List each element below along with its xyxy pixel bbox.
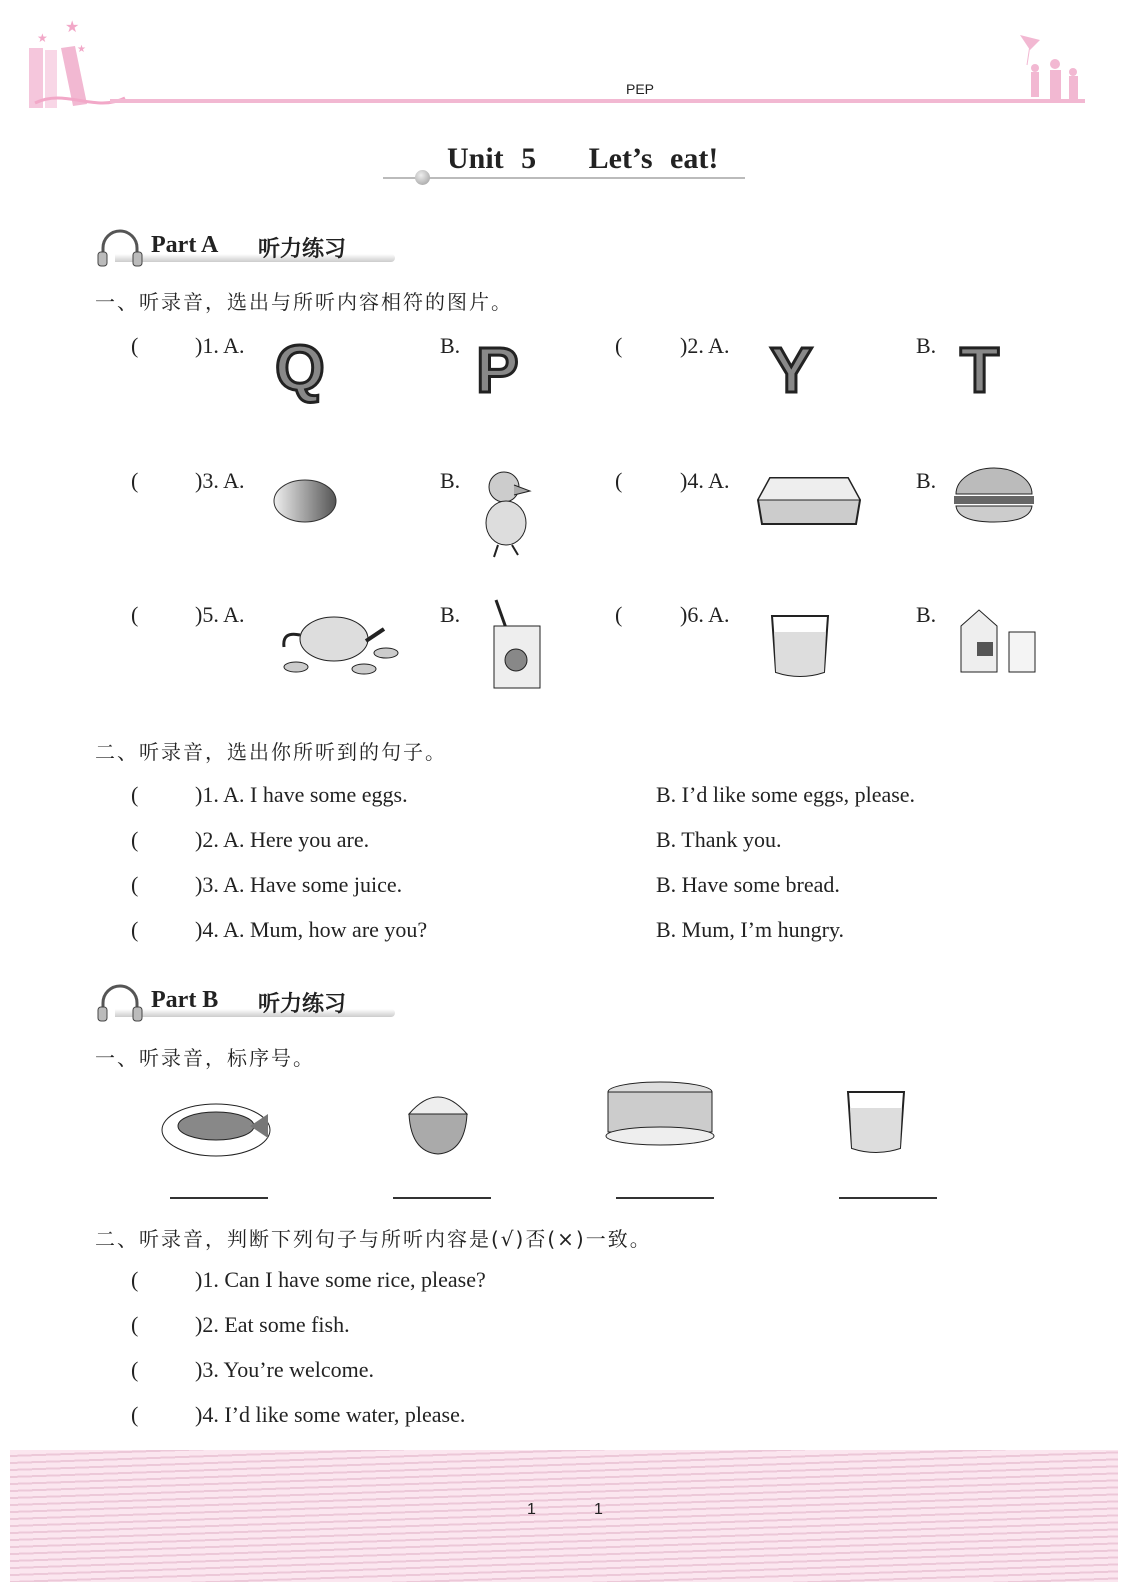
answer-bracket[interactable]: (	[131, 827, 139, 852]
statement: )2. Eat some fish.	[195, 1312, 350, 1337]
page-number: 1	[594, 1501, 603, 1518]
statement: )3. You’re welcome.	[195, 1357, 375, 1382]
option-b-label: B.	[440, 468, 461, 493]
answer-bracket[interactable]: (	[131, 1402, 139, 1427]
question-number: )5. A.	[195, 602, 245, 627]
cake-picture	[604, 1078, 716, 1148]
option-b-label: B.	[916, 602, 937, 627]
part-b-banner	[95, 983, 398, 1023]
option-b: B. Have some bread.	[656, 872, 840, 897]
books-decoration-icon	[25, 18, 135, 118]
option-b-label: B.	[440, 602, 461, 627]
question-number: )6. A.	[680, 602, 730, 627]
letter-y-picture: Y	[770, 334, 813, 406]
egg-picture	[272, 478, 338, 524]
juice-box-picture	[486, 598, 548, 694]
part-b-label: Part B	[151, 987, 219, 1013]
letter-q-picture: Q	[275, 332, 325, 404]
answer-blank[interactable]	[616, 1197, 714, 1199]
answer-bracket[interactable]: (	[131, 468, 139, 493]
section-heading: 二、听录音，判断下列句子与所听内容是(√)否(×)一致。	[95, 1227, 652, 1251]
answer-bracket[interactable]: (	[615, 333, 623, 358]
series-label: PEP	[626, 81, 655, 97]
option-b-label: B.	[916, 468, 937, 493]
answer-bracket[interactable]: (	[131, 1357, 139, 1382]
svg-text:★: ★	[77, 44, 86, 55]
answer-bracket[interactable]: (	[131, 917, 139, 942]
letter-t-picture: T	[960, 334, 1000, 406]
statement: )4. I’d like some water, please.	[195, 1402, 466, 1427]
question-number: )1. A.	[195, 333, 245, 358]
option-b-label: B.	[440, 333, 461, 358]
footer-band	[10, 1450, 1118, 1582]
title-underline	[383, 177, 745, 179]
answer-blank[interactable]	[393, 1197, 491, 1199]
section-heading: 一、听录音，标序号。	[95, 1046, 315, 1070]
part-b-subtitle: 听力练习	[258, 992, 347, 1017]
duck-picture	[476, 465, 536, 560]
headphones-icon	[95, 228, 145, 270]
teapot-picture	[276, 605, 402, 677]
hamburger-picture	[950, 466, 1038, 524]
option-a: )4. A. Mum, how are you?	[195, 917, 428, 942]
answer-bracket[interactable]: (	[615, 468, 623, 493]
glass-of-water-picture	[768, 610, 832, 680]
option-b: B. I’d like some eggs, please.	[656, 782, 916, 807]
question-number: )2. A.	[680, 333, 730, 358]
answer-blank[interactable]	[170, 1197, 268, 1199]
statement: )1. Can I have some rice, please?	[195, 1267, 486, 1292]
children-kite-decoration-icon	[1015, 30, 1090, 105]
letter-p-picture: P	[476, 334, 519, 406]
question-number: )4. A.	[680, 468, 730, 493]
answer-blank[interactable]	[839, 1197, 937, 1199]
option-b-label: B.	[916, 333, 937, 358]
option-a: )3. A. Have some juice.	[195, 872, 403, 897]
section-heading: 二、听录音，选出你所听到的句子。	[95, 740, 447, 764]
headphones-icon	[95, 983, 145, 1025]
unit-title: Unit 5 Let’s eat!	[447, 142, 719, 175]
answer-bracket[interactable]: (	[131, 1312, 139, 1337]
part-a-banner	[95, 228, 398, 268]
answer-bracket[interactable]: (	[131, 872, 139, 897]
answer-bracket[interactable]: (	[131, 782, 139, 807]
svg-text:★: ★	[65, 19, 80, 36]
answer-bracket[interactable]: (	[615, 602, 623, 627]
section-heading: 一、听录音，选出与所听内容相符的图片。	[95, 290, 513, 314]
page-number: 1	[527, 1501, 536, 1518]
part-a-subtitle: 听力练习	[258, 237, 347, 262]
question-number: )3. A.	[195, 468, 245, 493]
answer-bracket[interactable]: (	[131, 1267, 139, 1292]
svg-text:★: ★	[37, 31, 48, 45]
milk-picture	[955, 606, 1041, 676]
rice-bowl-picture	[405, 1086, 471, 1158]
option-b: B. Thank you.	[656, 827, 782, 852]
option-a: )2. A. Here you are.	[195, 827, 370, 852]
part-a-label: Part A	[151, 232, 219, 258]
fish-plate-picture	[160, 1098, 272, 1160]
option-a: )1. A. I have some eggs.	[195, 782, 408, 807]
option-b: B. Mum, I’m hungry.	[656, 917, 845, 942]
answer-bracket[interactable]: (	[131, 333, 139, 358]
glass-of-water-picture	[844, 1086, 908, 1156]
bread-picture	[756, 474, 862, 528]
title-bullet	[415, 170, 430, 185]
answer-bracket[interactable]: (	[131, 602, 139, 627]
header-rule	[110, 99, 1085, 103]
